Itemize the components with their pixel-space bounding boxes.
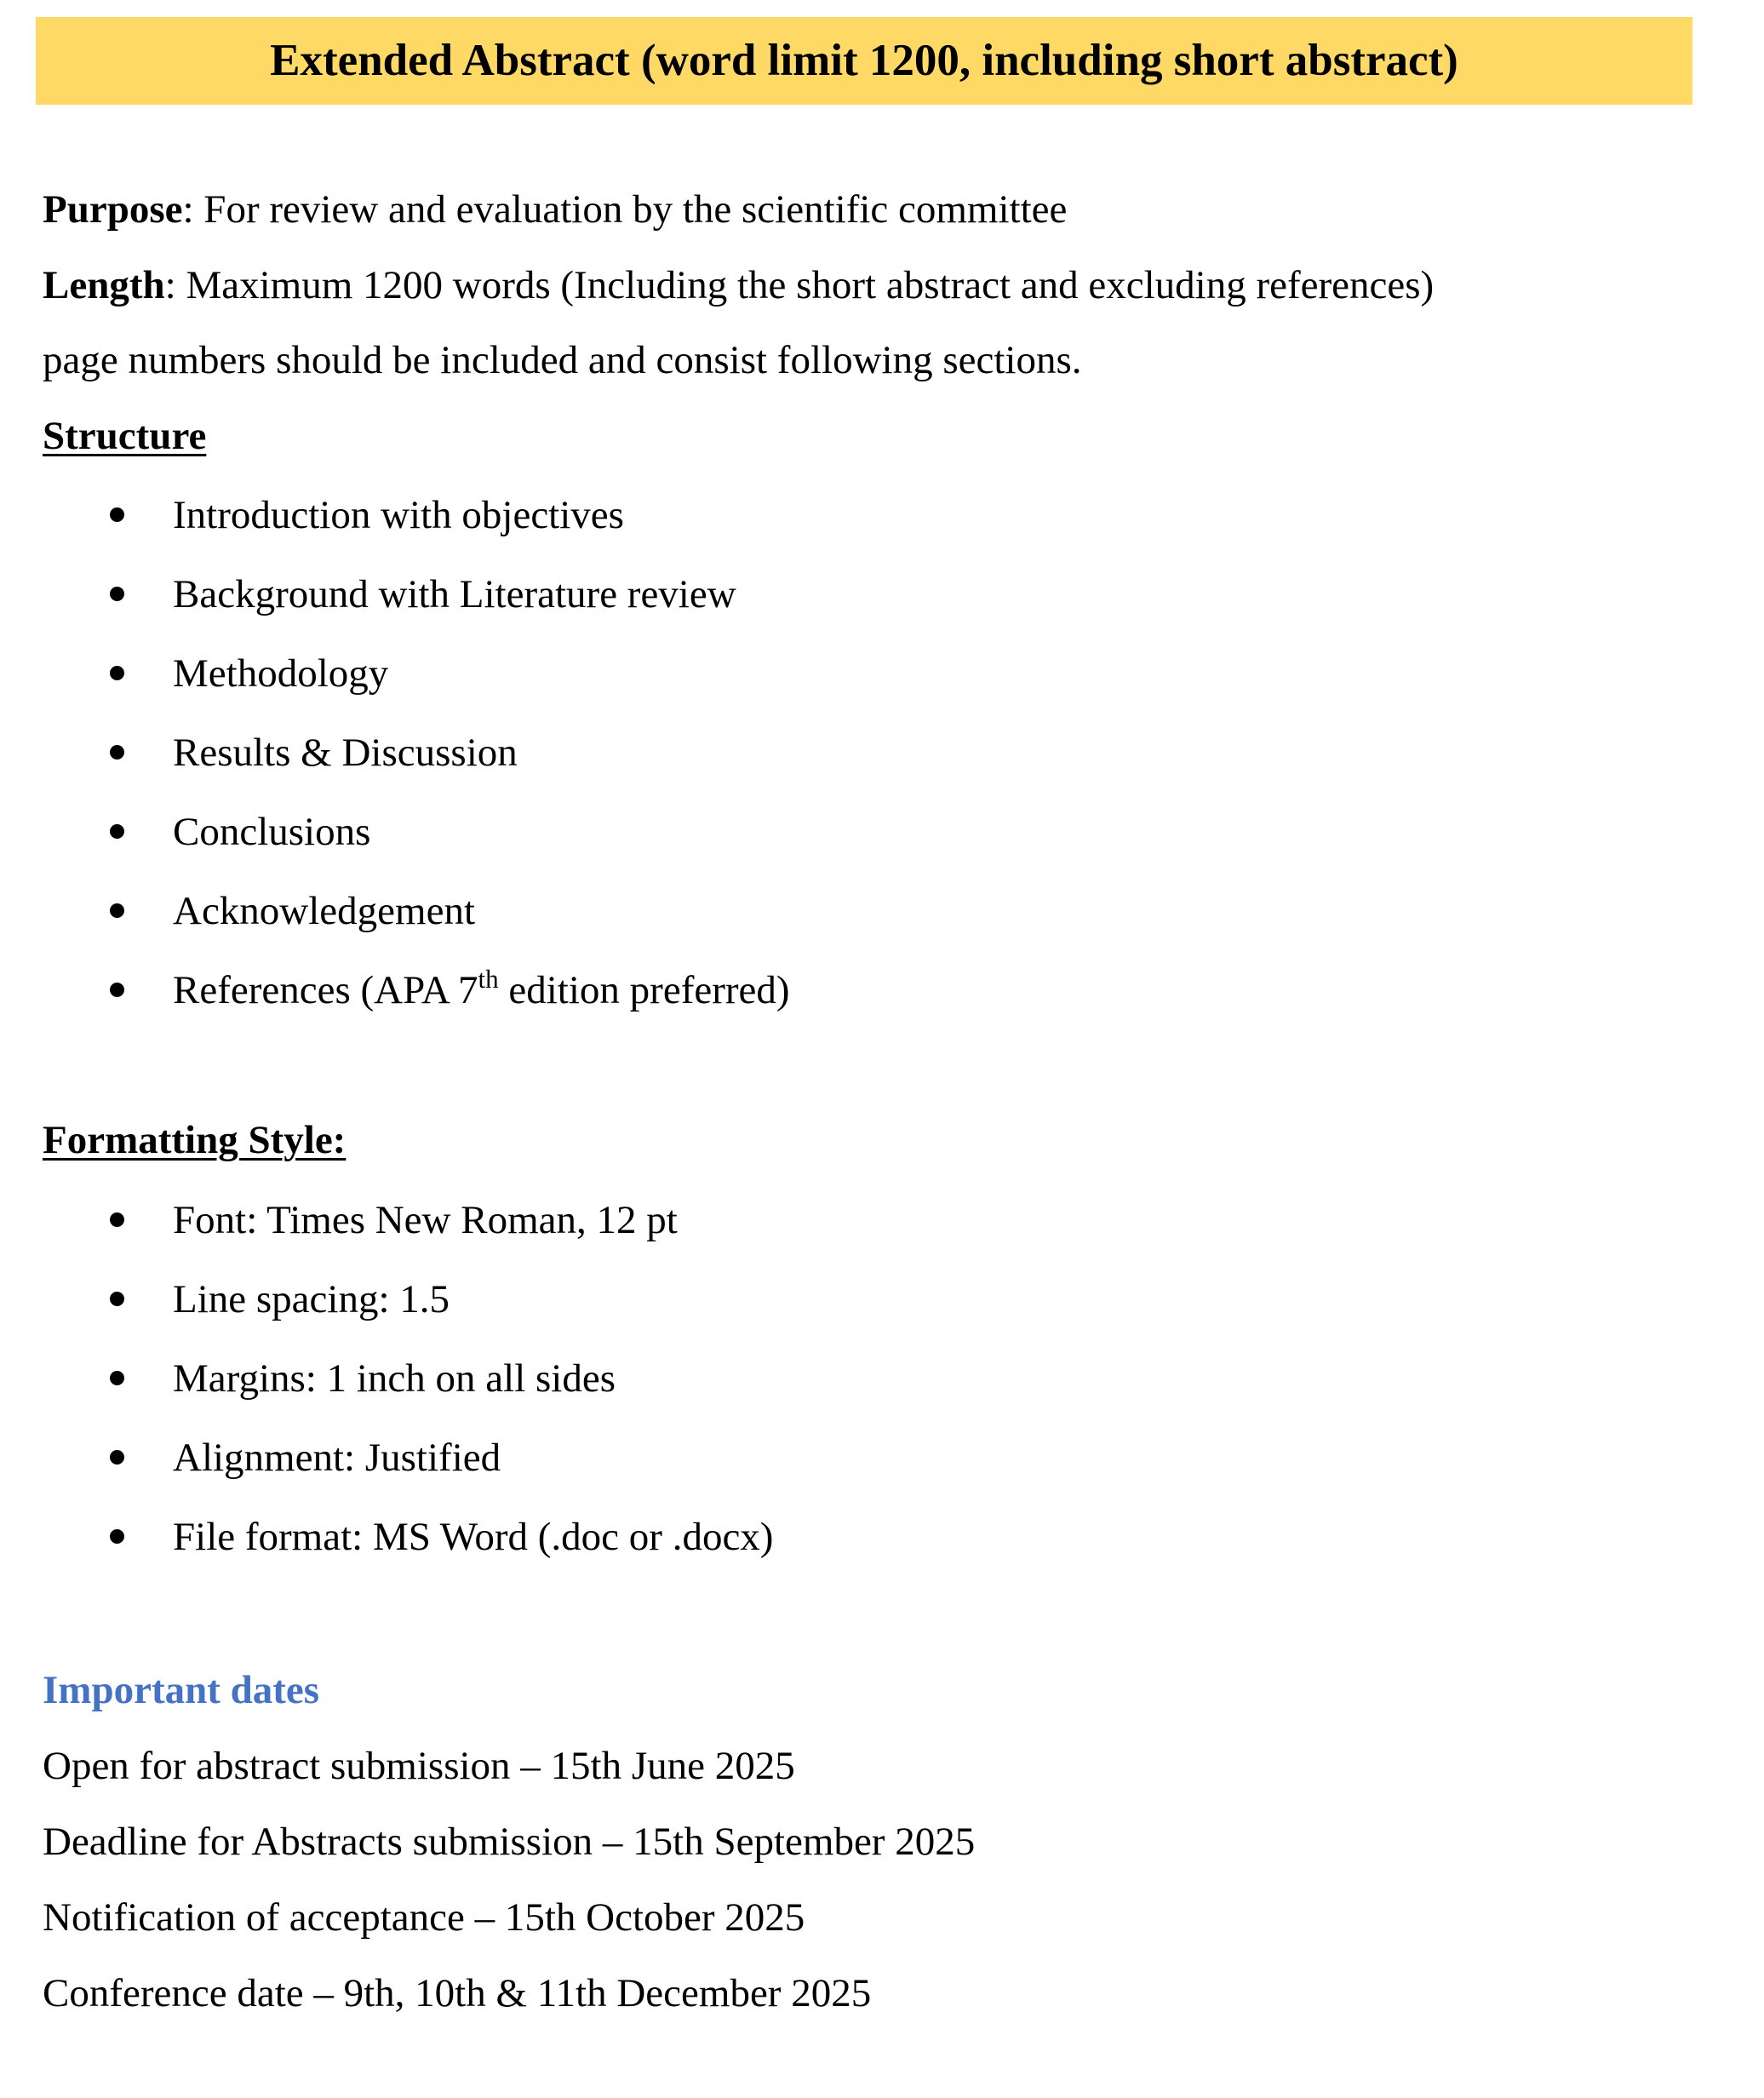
formatting-item: Margins: 1 inch on all sides	[173, 1356, 616, 1401]
date-item: Deadline for Abstracts submission – 15th September 2025	[43, 1820, 976, 1864]
bullet-icon	[110, 587, 124, 601]
references-text-before: References (APA 7	[173, 968, 478, 1012]
bullet-icon	[110, 1371, 124, 1385]
length-text: : Maximum 1200 words (Including the short abstract and excluding references)	[164, 263, 1435, 307]
bullet-icon	[110, 1212, 124, 1227]
bullet-icon	[110, 983, 124, 997]
formatting-item: Line spacing: 1.5	[173, 1277, 450, 1321]
purpose-label: Purpose	[43, 187, 183, 232]
length-label: Length	[43, 263, 165, 307]
date-item: Open for abstract submission – 15th June 2025	[43, 1744, 795, 1788]
purpose-line	[43, 187, 1068, 232]
structure-item: Results & Discussion	[173, 731, 518, 775]
page-numbers-note: page numbers should be included and consist following sections.	[43, 338, 1082, 382]
title-banner	[36, 17, 1692, 105]
structure-item: Background with Literature review	[173, 572, 736, 616]
structure-heading: Structure	[43, 414, 207, 458]
structure-item: Acknowledgement	[173, 889, 476, 933]
length-line	[43, 263, 1435, 307]
purpose-text: : For review and evaluation by the scientific committee	[182, 187, 1068, 232]
formatting-item: Alignment: Justified	[173, 1436, 501, 1480]
bullet-icon	[110, 1529, 124, 1544]
bullet-icon	[110, 1450, 124, 1465]
important-dates-heading: Important dates	[43, 1668, 320, 1712]
formatting-heading: Formatting Style:	[43, 1118, 346, 1162]
bullet-icon	[110, 903, 124, 918]
bullet-icon	[110, 666, 124, 680]
date-item: Conference date – 9th, 10th & 11th December 2025	[43, 1971, 872, 2015]
document-title: Extended Abstract (word limit 1200, including short abstract)	[270, 36, 1458, 85]
date-item: Notification of acceptance – 15th October 2025	[43, 1895, 805, 1940]
bullet-icon	[110, 824, 124, 839]
bullet-icon	[110, 745, 124, 760]
formatting-item: Font: Times New Roman, 12 pt	[173, 1198, 678, 1242]
structure-item: Methodology	[173, 651, 389, 696]
structure-item: Introduction with objectives	[173, 493, 624, 537]
references-text-after: edition preferred)	[498, 968, 790, 1012]
bullet-icon	[110, 507, 124, 522]
bullet-icon	[110, 1292, 124, 1306]
formatting-item: File format: MS Word (.doc or .docx)	[173, 1515, 774, 1559]
references-superscript: th	[478, 964, 499, 994]
structure-item: Conclusions	[173, 810, 371, 854]
structure-item-references	[173, 964, 790, 1012]
